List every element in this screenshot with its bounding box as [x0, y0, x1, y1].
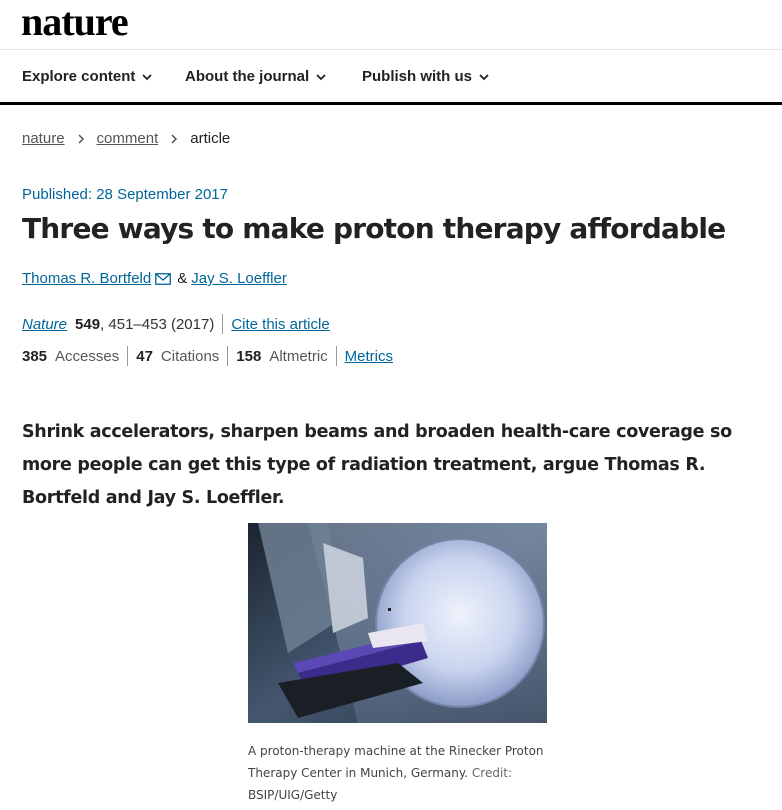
main-nav: [0, 50, 782, 105]
mail-icon[interactable]: [155, 273, 171, 285]
nav-about-journal[interactable]: [185, 68, 327, 85]
published-date: Published: 28 September 2017: [22, 186, 228, 203]
breadcrumb-nature[interactable]: nature: [22, 130, 65, 147]
author-link[interactable]: Thomas R. Bortfeld: [22, 270, 152, 287]
journal-link[interactable]: Nature: [22, 315, 68, 333]
author-separator: &: [177, 270, 188, 287]
chevron-right-icon: [170, 133, 178, 145]
breadcrumb-current: article: [190, 130, 231, 147]
proton-therapy-image: [248, 523, 547, 723]
volume: 549: [75, 315, 101, 333]
citations-label: Citations: [160, 347, 220, 365]
nav-publish-with-us[interactable]: [362, 68, 490, 85]
citation-line: [22, 314, 330, 334]
credit-label: Credit:: [471, 766, 513, 780]
nav-label: Publish with us: [362, 68, 473, 85]
nav-label: Explore content: [22, 68, 136, 85]
metrics-link[interactable]: Metrics: [344, 347, 393, 365]
author-link[interactable]: Jay S. Loeffler: [191, 270, 287, 287]
standfirst: Shrink accelerators, sharpen beams and broaden health-care coverage so more people can get this type of radiation treatment, argue Thomas R. Bortfeld and Jay S. Loeffler.: [22, 422, 732, 508]
divider: [127, 346, 128, 366]
divider: [222, 314, 223, 334]
article-figure-image[interactable]: [248, 523, 547, 723]
chevron-down-icon: [315, 71, 327, 83]
author-list: [22, 270, 287, 287]
divider: [227, 346, 228, 366]
altmetric-score: 158: [236, 347, 262, 365]
article-title: Three ways to make proton therapy affordable: [22, 212, 726, 245]
pages: , 451–453 (2017): [100, 315, 215, 333]
nav-label: About the journal: [185, 68, 310, 85]
breadcrumb: [22, 130, 230, 147]
chevron-right-icon: [77, 133, 85, 145]
caption-text: A proton-therapy machine at the Rinecker Proton Therapy Center in Munich, Germany.: [248, 744, 544, 780]
citations-count: 47: [136, 347, 153, 365]
accesses-label: Accesses: [55, 347, 120, 365]
article-metrics: [22, 346, 393, 366]
site-header: [0, 0, 782, 50]
cite-article-link[interactable]: Cite this article: [231, 315, 330, 333]
divider: [336, 346, 337, 366]
nav-explore-content[interactable]: [22, 68, 153, 85]
chevron-down-icon: [478, 71, 490, 83]
nature-logo[interactable]: nature: [21, 0, 128, 44]
accesses-count: 385: [22, 347, 48, 365]
chevron-down-icon: [141, 71, 153, 83]
breadcrumb-comment[interactable]: comment: [96, 130, 159, 147]
figure-caption: [248, 740, 548, 806]
credit-text: BSIP/UIG/Getty: [248, 788, 338, 802]
altmetric-label: Altmetric: [269, 347, 328, 365]
